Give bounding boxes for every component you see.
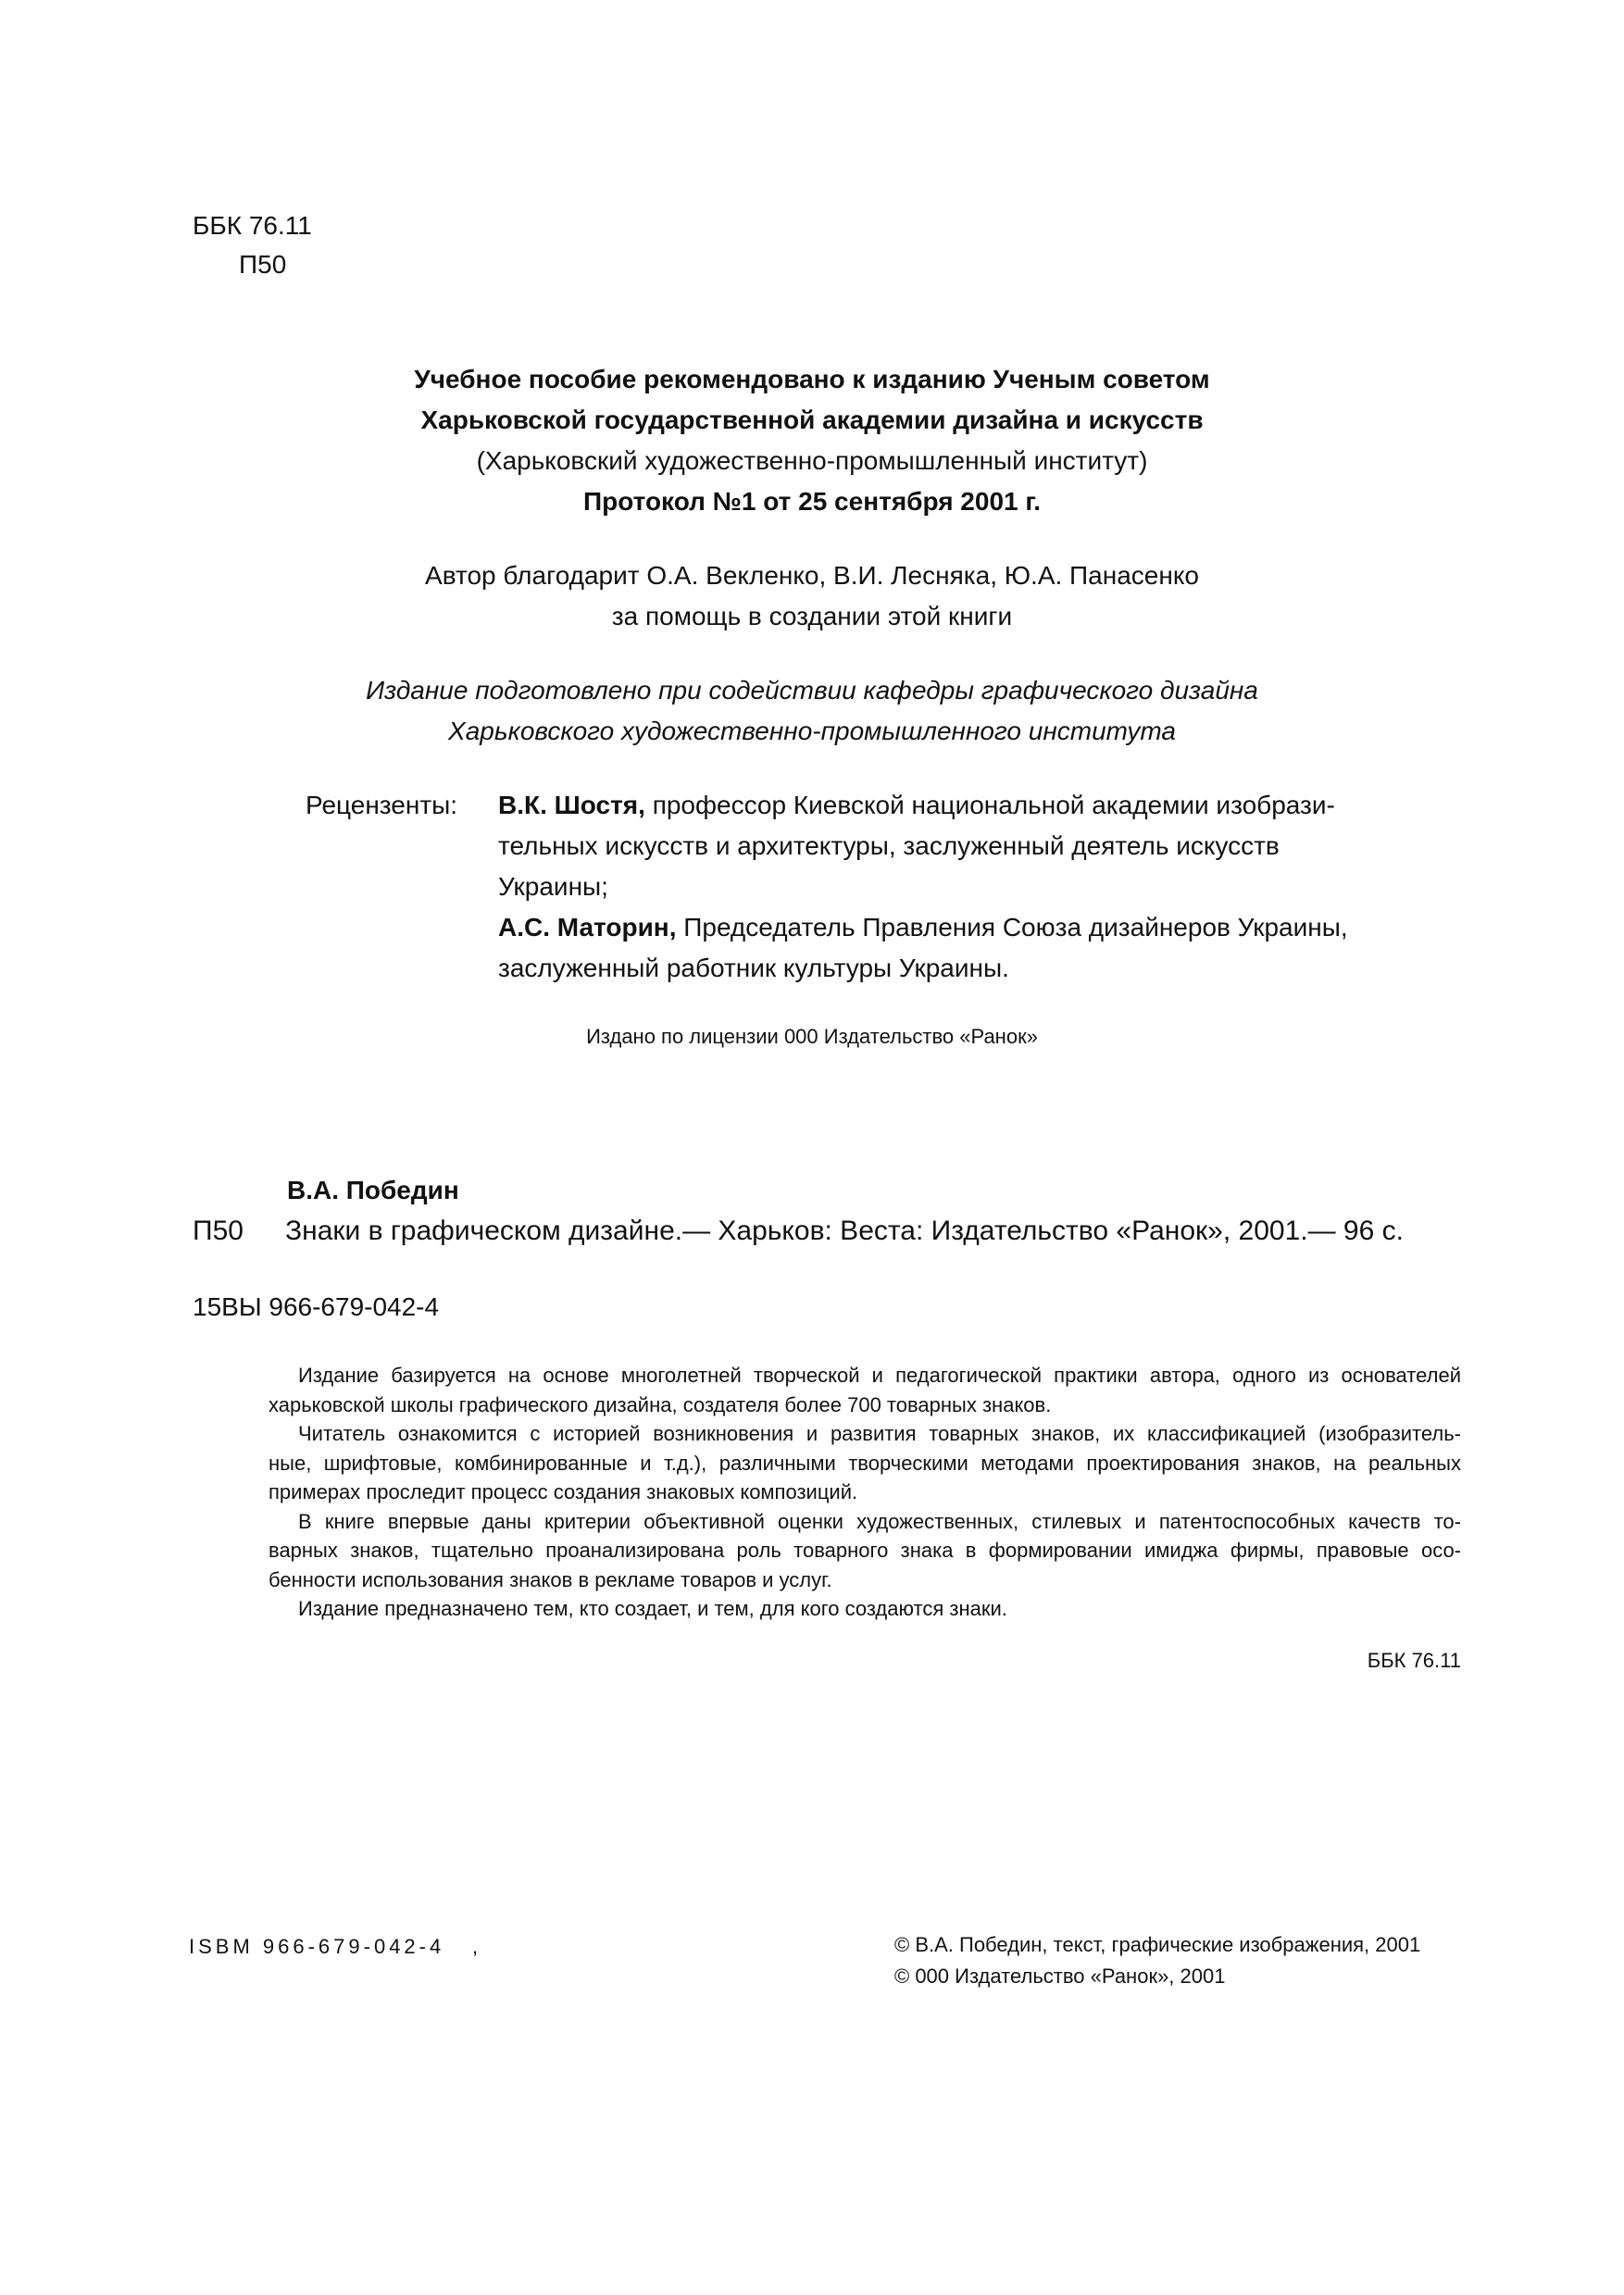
approval-protocol: Протокол №1 от 25 сентября 2001 г. [582, 487, 1042, 516]
reviewers-label: Рецензенты: [306, 791, 458, 819]
approval-line-2: Харьковской государственной академии дизайна и искусств [420, 405, 1204, 434]
reviewer-1-line-3: Украины; [498, 872, 608, 901]
reviewer-1-desc: профессор Киевской национальной академии изобрази- [644, 791, 1335, 819]
approval-line-1: Учебное пособие рекомендовано к изданию Ученым советом [414, 365, 1210, 393]
footer-copyright-1: © В.А. Победин, текст, графические изображения, 2001 [894, 1933, 1421, 1956]
thanks-line-2: за помощь в создании этой книги [611, 602, 1013, 630]
annotation-paragraph-1 [269, 1361, 1461, 1419]
annotation-bbk: ББК 76.11 [1367, 1649, 1461, 1672]
annotation-line: харьковской школы графического дизайна, создателя более 700 товарных знаков. [269, 1392, 1052, 1416]
reviewers-list [498, 785, 1443, 989]
reviewer-2-line-2: заслуженный работник культуры Украины. [498, 954, 1009, 982]
annotation-paragraph-2 [269, 1419, 1461, 1507]
footer-isbm: ISBM 966-679-042-4 [189, 1935, 445, 1958]
annotation-line: В книге впервые даны критерии объективной оценки художественных, стилевых и патентоспособных качеств то- [298, 1509, 1461, 1533]
catalog-isbn: 15ВЫ 966-679-042-4 [193, 1292, 440, 1321]
annotation-line: ные, шрифтовые, комбинированные и т.д.), различными творческими методами проектирования знаков, на реальных [269, 1451, 1461, 1475]
reviewer-2-desc: Председатель Правления Союза дизайнеров Украины, [676, 913, 1348, 942]
footer-copyright-2: © 000 Издательство «Ранок», 2001 [894, 1964, 1226, 1988]
prepared-line-1: Издание подготовлено при содействии кафедры графического дизайна [366, 676, 1258, 705]
approval-line-3: (Харьковский художественно-промышленный институт) [476, 446, 1148, 475]
thanks-line-1: Автор благодарит О.А. Векленко, В.И. Лесняка, Ю.А. Панасенко [425, 561, 1199, 590]
reviewer-2-line-1 [498, 907, 1443, 948]
annotation-paragraph-4 [269, 1594, 1461, 1624]
reviewer-1-line-1 [498, 785, 1443, 826]
reviewer-1-line-2: тельных искусств и архитектуры, заслуженный деятель искусств [498, 831, 1280, 860]
catalog-title: Знаки в графическом дизайне.— Харьков: Веста: Издательство «Ранок», 2001.— 96 с. [285, 1216, 1404, 1246]
catalog-author: В.А. Победин [287, 1176, 459, 1204]
prepared-line-2: Харьковского художественно-промышленного института [448, 717, 1176, 745]
reviewer-1-name: В.К. Шостя, [498, 791, 645, 819]
footer-comma: , [472, 1935, 479, 1958]
annotation [269, 1361, 1461, 1624]
annotation-line: примерах проследит процесс создания знаковых композиций. [269, 1480, 858, 1503]
bbk-index: П50 [239, 250, 287, 279]
license-note: Издано по лицензии 000 Издательство «Ранок» [586, 1025, 1038, 1048]
annotation-line: бенности использования знаков в рекламе товаров и услуг. [269, 1567, 832, 1591]
reviewer-2-name: А.С. Маторин, [498, 913, 677, 942]
bbk-code: ББК 76.11 [193, 211, 312, 240]
annotation-line: Издание предназначено тем, кто создает, и тем, для кого создаются знаки. [298, 1597, 1007, 1620]
annotation-paragraph-3 [269, 1507, 1461, 1595]
catalog-index: П50 [193, 1216, 244, 1246]
annotation-line: Издание базируется на основе многолетней творческой и педагогической практики автора, одного из основателей [298, 1364, 1461, 1387]
annotation-line: Читатель ознакомится с историей возникновения и развития товарных знаков, их классификацией (изобразитель- [298, 1422, 1461, 1445]
annotation-line: варных знаков, тщательно проанализирована роль товарного знака в формировании имиджа фирмы, правовые осо- [269, 1539, 1461, 1562]
